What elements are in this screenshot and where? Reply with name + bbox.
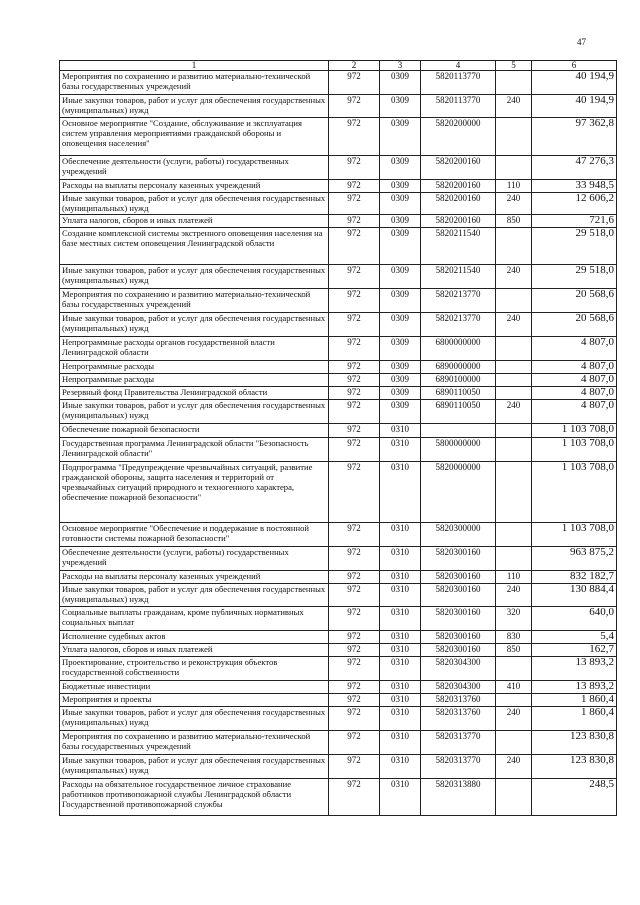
page-number: 47 <box>577 37 586 47</box>
row-name: Иные закупки товаров, работ и услуг для обеспечения государственных (муниципальных) нужд <box>60 265 329 289</box>
row-expense-type <box>496 228 532 265</box>
row-name: Расходы на выплаты персоналу казенных учреждений <box>60 180 329 193</box>
row-section-code: 0310 <box>380 424 421 438</box>
row-section-code: 0309 <box>380 95 421 118</box>
row-expense-type: 240 <box>496 755 532 779</box>
row-amount: 29 518,0 <box>532 228 617 265</box>
row-amount: 29 518,0 <box>532 265 617 289</box>
row-target-code: 5820213770 <box>421 313 496 337</box>
row-expense-type <box>496 374 532 387</box>
column-header-2: 2 <box>329 61 380 71</box>
table-header-row <box>60 61 617 71</box>
row-expense-type <box>496 387 532 400</box>
row-name: Иные закупки товаров, работ и услуг для обеспечения государственных (муниципальных) нужд <box>60 707 329 731</box>
row-admin-code: 972 <box>329 644 380 657</box>
row-expense-type: 240 <box>496 265 532 289</box>
table-row <box>60 462 617 523</box>
column-header-4: 4 <box>421 61 496 71</box>
table-row <box>60 156 617 180</box>
table-row <box>60 707 617 731</box>
row-section-code: 0310 <box>380 779 421 816</box>
row-name: Мероприятия по сохранению и развитию материально-технической базы государственных учреждений <box>60 731 329 755</box>
row-section-code: 0310 <box>380 438 421 462</box>
row-name: Обеспечение пожарной безопасности <box>60 424 329 438</box>
table-row <box>60 95 617 118</box>
row-expense-type: 110 <box>496 180 532 193</box>
row-amount: 1 103 708,0 <box>532 462 617 523</box>
row-admin-code: 972 <box>329 779 380 816</box>
row-target-code: 5820304300 <box>421 681 496 694</box>
row-amount: 4 807,0 <box>532 337 617 361</box>
table-row <box>60 118 617 156</box>
row-expense-type: 830 <box>496 631 532 644</box>
row-expense-type <box>496 779 532 816</box>
row-target-code: 6890100000 <box>421 374 496 387</box>
row-amount: 20 568,6 <box>532 313 617 337</box>
row-admin-code: 972 <box>329 694 380 707</box>
table-row <box>60 180 617 193</box>
table-row <box>60 607 617 631</box>
table-row <box>60 731 617 755</box>
row-expense-type: 850 <box>496 215 532 228</box>
row-expense-type <box>496 424 532 438</box>
row-expense-type: 110 <box>496 571 532 584</box>
row-admin-code: 972 <box>329 424 380 438</box>
row-name: Резервный фонд Правительства Ленинградской области <box>60 387 329 400</box>
budget-table <box>59 60 617 816</box>
row-name: Уплата налогов, сборов и иных платежей <box>60 644 329 657</box>
row-amount: 97 362,8 <box>532 118 617 156</box>
row-amount: 721,6 <box>532 215 617 228</box>
row-admin-code: 972 <box>329 438 380 462</box>
row-expense-type <box>496 71 532 95</box>
row-expense-type <box>496 337 532 361</box>
row-target-code: 5820113770 <box>421 71 496 95</box>
row-section-code: 0309 <box>380 387 421 400</box>
row-amount: 1 103 708,0 <box>532 523 617 547</box>
row-name: Иные закупки товаров, работ и услуг для обеспечения государственных (муниципальных) нужд <box>60 313 329 337</box>
row-target-code: 5820200160 <box>421 180 496 193</box>
row-section-code: 0310 <box>380 644 421 657</box>
table-row <box>60 289 617 313</box>
row-name: Мероприятия по сохранению и развитию материально-технической базы государственных учреждений <box>60 289 329 313</box>
row-admin-code: 972 <box>329 681 380 694</box>
row-expense-type <box>496 438 532 462</box>
table-row <box>60 644 617 657</box>
row-target-code: 5820200160 <box>421 156 496 180</box>
row-admin-code: 972 <box>329 265 380 289</box>
row-amount: 123 830,8 <box>532 731 617 755</box>
table-row <box>60 374 617 387</box>
row-admin-code: 972 <box>329 337 380 361</box>
row-admin-code: 972 <box>329 400 380 424</box>
table-row <box>60 361 617 374</box>
row-section-code: 0310 <box>380 755 421 779</box>
row-amount: 1 103 708,0 <box>532 438 617 462</box>
row-section-code: 0310 <box>380 547 421 571</box>
row-expense-type: 240 <box>496 313 532 337</box>
table-row <box>60 228 617 265</box>
row-admin-code: 972 <box>329 95 380 118</box>
row-name: Мероприятия и проекты <box>60 694 329 707</box>
table-row <box>60 424 617 438</box>
row-section-code: 0309 <box>380 118 421 156</box>
row-section-code: 0309 <box>380 215 421 228</box>
row-admin-code: 972 <box>329 193 380 215</box>
row-section-code: 0310 <box>380 571 421 584</box>
row-section-code: 0309 <box>380 156 421 180</box>
row-section-code: 0310 <box>380 681 421 694</box>
row-target-code <box>421 424 496 438</box>
row-target-code: 6890000000 <box>421 361 496 374</box>
row-name: Основное мероприятие "Создание, обслуживание и эксплуатация систем управления мероприятиями гражданской обороны и оповещения населения" <box>60 118 329 156</box>
row-name: Иные закупки товаров, работ и услуг для обеспечения государственных (муниципальных) нужд <box>60 193 329 215</box>
row-admin-code: 972 <box>329 156 380 180</box>
column-header-5: 5 <box>496 61 532 71</box>
row-name: Проектирование, строительство и реконструкция объектов государственной собственности <box>60 657 329 681</box>
row-amount: 248,5 <box>532 779 617 816</box>
table-row <box>60 571 617 584</box>
row-admin-code: 972 <box>329 289 380 313</box>
row-amount: 4 807,0 <box>532 374 617 387</box>
row-amount: 40 194,9 <box>532 95 617 118</box>
table-row <box>60 584 617 607</box>
column-header-3: 3 <box>380 61 421 71</box>
row-expense-type: 850 <box>496 644 532 657</box>
row-section-code: 0309 <box>380 228 421 265</box>
row-admin-code: 972 <box>329 631 380 644</box>
row-target-code: 5820304300 <box>421 657 496 681</box>
table-row <box>60 265 617 289</box>
row-admin-code: 972 <box>329 547 380 571</box>
row-admin-code: 972 <box>329 755 380 779</box>
row-target-code: 5820313760 <box>421 707 496 731</box>
row-amount: 12 606,2 <box>532 193 617 215</box>
row-section-code: 0310 <box>380 607 421 631</box>
row-expense-type: 240 <box>496 707 532 731</box>
row-section-code: 0309 <box>380 337 421 361</box>
row-admin-code: 972 <box>329 462 380 523</box>
row-section-code: 0309 <box>380 193 421 215</box>
row-expense-type <box>496 289 532 313</box>
table-row <box>60 193 617 215</box>
row-amount: 4 807,0 <box>532 387 617 400</box>
table-row <box>60 387 617 400</box>
row-target-code: 5820211540 <box>421 228 496 265</box>
row-name: Уплата налогов, сборов и иных платежей <box>60 215 329 228</box>
row-admin-code: 972 <box>329 215 380 228</box>
row-name: Расходы на обязательное государственное личное страхование работников противопожарной службы Ленинградской области Государственной противопожарной службы <box>60 779 329 816</box>
row-amount: 33 948,5 <box>532 180 617 193</box>
row-name: Основное мероприятие "Обеспечение и поддержание в постоянной готовности системы пожарной безопасности" <box>60 523 329 547</box>
row-amount: 130 884,4 <box>532 584 617 607</box>
row-expense-type <box>496 694 532 707</box>
row-target-code: 5820300000 <box>421 523 496 547</box>
row-name: Иные закупки товаров, работ и услуг для обеспечения государственных (муниципальных) нужд <box>60 400 329 424</box>
row-amount: 832 182,7 <box>532 571 617 584</box>
row-amount: 1 860,4 <box>532 694 617 707</box>
row-amount: 5,4 <box>532 631 617 644</box>
row-name: Иные закупки товаров, работ и услуг для обеспечения государственных (муниципальных) нужд <box>60 95 329 118</box>
row-target-code: 5820200160 <box>421 193 496 215</box>
row-amount: 13 893,2 <box>532 657 617 681</box>
row-section-code: 0310 <box>380 631 421 644</box>
row-name: Обеспечение деятельности (услуги, работы) государственных учреждений <box>60 156 329 180</box>
row-name: Иные закупки товаров, работ и услуг для обеспечения государственных (муниципальных) нужд <box>60 755 329 779</box>
table-row <box>60 71 617 95</box>
row-admin-code: 972 <box>329 71 380 95</box>
row-admin-code: 972 <box>329 707 380 731</box>
row-name: Социальные выплаты гражданам, кроме публичных нормативных социальных выплат <box>60 607 329 631</box>
column-header-1: 1 <box>60 61 329 71</box>
row-expense-type: 410 <box>496 681 532 694</box>
row-amount: 4 807,0 <box>532 400 617 424</box>
row-amount: 123 830,8 <box>532 755 617 779</box>
row-amount: 13 893,2 <box>532 681 617 694</box>
row-admin-code: 972 <box>329 374 380 387</box>
row-target-code: 5820200000 <box>421 118 496 156</box>
row-name: Обеспечение деятельности (услуги, работы) государственных учреждений <box>60 547 329 571</box>
row-expense-type <box>496 523 532 547</box>
row-expense-type: 320 <box>496 607 532 631</box>
row-amount: 1 860,4 <box>532 707 617 731</box>
row-target-code: 5820000000 <box>421 462 496 523</box>
row-section-code: 0310 <box>380 584 421 607</box>
column-header-6: 6 <box>532 61 617 71</box>
row-section-code: 0310 <box>380 694 421 707</box>
row-admin-code: 972 <box>329 571 380 584</box>
row-expense-type <box>496 118 532 156</box>
table-row <box>60 779 617 816</box>
row-section-code: 0309 <box>380 400 421 424</box>
table-row <box>60 438 617 462</box>
row-target-code: 6890110050 <box>421 400 496 424</box>
row-target-code: 5820300160 <box>421 571 496 584</box>
row-admin-code: 972 <box>329 361 380 374</box>
row-expense-type <box>496 462 532 523</box>
table-row <box>60 631 617 644</box>
row-name: Непрограммные расходы <box>60 374 329 387</box>
table-row <box>60 523 617 547</box>
table-row <box>60 547 617 571</box>
row-amount: 162,7 <box>532 644 617 657</box>
row-section-code: 0310 <box>380 707 421 731</box>
row-expense-type: 240 <box>496 400 532 424</box>
row-target-code: 5820113770 <box>421 95 496 118</box>
row-admin-code: 972 <box>329 387 380 400</box>
row-target-code: 5820213770 <box>421 289 496 313</box>
table-row <box>60 681 617 694</box>
row-amount: 4 807,0 <box>532 361 617 374</box>
row-section-code: 0309 <box>380 374 421 387</box>
row-section-code: 0309 <box>380 71 421 95</box>
row-section-code: 0309 <box>380 289 421 313</box>
row-admin-code: 972 <box>329 228 380 265</box>
row-name: Бюджетные инвестиции <box>60 681 329 694</box>
row-expense-type <box>496 547 532 571</box>
row-section-code: 0309 <box>380 180 421 193</box>
row-section-code: 0309 <box>380 361 421 374</box>
row-admin-code: 972 <box>329 731 380 755</box>
row-admin-code: 972 <box>329 118 380 156</box>
row-section-code: 0310 <box>380 523 421 547</box>
row-target-code: 5820211540 <box>421 265 496 289</box>
row-target-code: 5820313770 <box>421 755 496 779</box>
row-admin-code: 972 <box>329 523 380 547</box>
row-amount: 20 568,6 <box>532 289 617 313</box>
table-row <box>60 313 617 337</box>
table-row <box>60 337 617 361</box>
row-expense-type <box>496 657 532 681</box>
table-row <box>60 215 617 228</box>
row-target-code: 5820300160 <box>421 607 496 631</box>
table-body <box>60 71 617 816</box>
row-target-code: 5820313880 <box>421 779 496 816</box>
row-name: Расходы на выплаты персоналу казенных учреждений <box>60 571 329 584</box>
row-expense-type: 240 <box>496 95 532 118</box>
row-admin-code: 972 <box>329 607 380 631</box>
table-row <box>60 694 617 707</box>
table-row <box>60 755 617 779</box>
row-amount: 963 875,2 <box>532 547 617 571</box>
row-section-code: 0310 <box>380 731 421 755</box>
row-target-code: 5820313760 <box>421 694 496 707</box>
row-name: Создание комплексной системы экстренного оповещения населения на базе местных систем оповещения Ленинградской области <box>60 228 329 265</box>
row-amount: 47 276,3 <box>532 156 617 180</box>
row-admin-code: 972 <box>329 313 380 337</box>
row-expense-type: 240 <box>496 193 532 215</box>
row-section-code: 0309 <box>380 265 421 289</box>
row-section-code: 0310 <box>380 657 421 681</box>
row-target-code: 5820300160 <box>421 584 496 607</box>
row-expense-type <box>496 156 532 180</box>
row-name: Непрограммные расходы органов государственной власти Ленинградской области <box>60 337 329 361</box>
row-name: Непрограммные расходы <box>60 361 329 374</box>
row-amount: 40 194,9 <box>532 71 617 95</box>
row-expense-type: 240 <box>496 584 532 607</box>
row-target-code: 5820300160 <box>421 644 496 657</box>
row-name: Подпрограмма "Предупреждение чрезвычайных ситуаций, развитие гражданской обороны, защита населения и территорий от чрезвычайных ситуаций природного и техногенного характера, обеспечение пожарной безопасности" <box>60 462 329 523</box>
row-name: Иные закупки товаров, работ и услуг для обеспечения государственных (муниципальных) нужд <box>60 584 329 607</box>
row-amount: 1 103 708,0 <box>532 424 617 438</box>
row-section-code: 0310 <box>380 462 421 523</box>
row-name: Исполнение судебных актов <box>60 631 329 644</box>
row-target-code: 5800000000 <box>421 438 496 462</box>
row-target-code: 5820313770 <box>421 731 496 755</box>
row-expense-type <box>496 731 532 755</box>
table-row <box>60 657 617 681</box>
row-name: Мероприятия по сохранению и развитию материально-технической базы государственных учреждений <box>60 71 329 95</box>
row-amount: 640,0 <box>532 607 617 631</box>
row-target-code: 6800000000 <box>421 337 496 361</box>
row-target-code: 6890110050 <box>421 387 496 400</box>
row-admin-code: 972 <box>329 584 380 607</box>
row-name: Государственная программа Ленинградской области "Безопасность Ленинградской области" <box>60 438 329 462</box>
row-admin-code: 972 <box>329 180 380 193</box>
row-admin-code: 972 <box>329 657 380 681</box>
row-target-code: 5820200160 <box>421 215 496 228</box>
table-row <box>60 400 617 424</box>
row-section-code: 0309 <box>380 313 421 337</box>
row-target-code: 5820300160 <box>421 631 496 644</box>
row-expense-type <box>496 361 532 374</box>
row-target-code: 5820300160 <box>421 547 496 571</box>
